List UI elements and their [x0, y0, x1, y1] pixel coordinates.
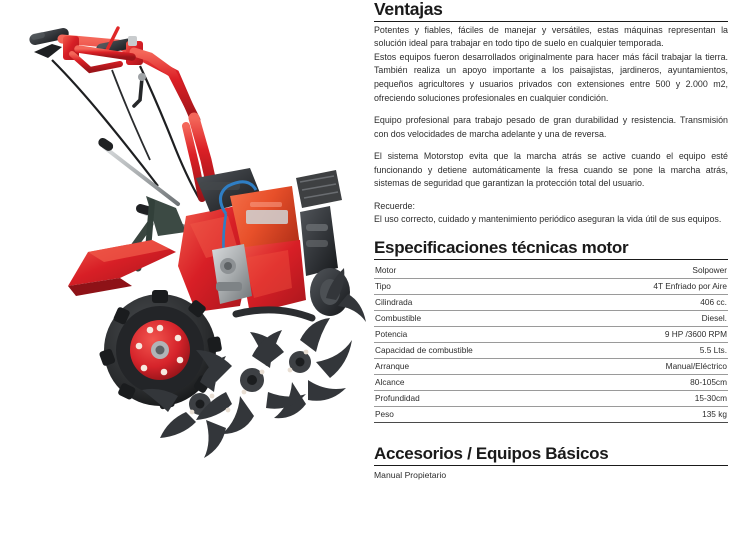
spec-value: 9 HP /3600 RPM [575, 326, 728, 342]
spec-row [374, 326, 728, 342]
spec-label: Profundidad [374, 390, 575, 406]
spec-row [374, 310, 728, 326]
spec-value: Manual/Eléctrico [575, 358, 728, 374]
accessories-list [374, 469, 728, 482]
control-cable-center [112, 70, 150, 160]
accessories-heading: Accesorios / Equipos Básicos [374, 445, 728, 466]
spec-row [374, 342, 728, 358]
specifications-table-body [374, 263, 728, 422]
spec-row [374, 263, 728, 278]
spec-value: 80-105cm [575, 374, 728, 390]
specifications-table [374, 263, 728, 422]
datasheet-content [374, 0, 728, 534]
spec-label: Combustible [374, 310, 575, 326]
spec-label: Capacidad de combustible [374, 342, 575, 358]
spec-row [374, 374, 728, 390]
spec-value: 406 cc. [575, 295, 728, 311]
plow-moldboard [68, 240, 176, 296]
spec-label: Tipo [374, 279, 575, 295]
advantages-paragraph-2: Estos equipos fueron desarrollados originalmente para hacer más fácil trabajar la tierra. También realiza un apoyo importante a los paisajistas, jardineros, ayuntamientos, pequeños agricultores y usuarios privados con extensiones entre 500 y 2.000 m2, ofreciendo soluciones profesionales en cualquier condición. [374, 51, 728, 103]
spec-label: Cilindrada [374, 295, 575, 311]
spec-value: 5.5 Lts. [575, 342, 728, 358]
spec-label: Motor [374, 263, 575, 278]
remember-label: Recuerde: [374, 200, 415, 211]
gear-shift-lever [134, 73, 146, 106]
tank-decal [246, 210, 288, 224]
advantages-heading: Ventajas [374, 0, 728, 22]
advantages-paragraph-4: El sistema Motorstop evita que la marcha atrás se active cuando el equipo esté funcionando y detiene automáticamente la fresa cuando se pone la marcha atrás, sistemas de seguridad que garantizan la protección total del usuario. [374, 151, 728, 189]
muffler [300, 206, 338, 276]
spec-row [374, 279, 728, 295]
spec-row [374, 358, 728, 374]
left-brake-lever [34, 44, 62, 58]
spec-value: 15-30cm [575, 390, 728, 406]
spec-label: Potencia [374, 326, 575, 342]
remember-text: El uso correcto, cuidado y mantenimiento periódico aseguran la vida útil de sus equipos. [374, 214, 722, 225]
spec-label: Arranque [374, 358, 575, 374]
spec-row [374, 390, 728, 406]
spec-value: 4T Enfriado por Aire [575, 279, 728, 295]
right-lever-cap [128, 36, 137, 46]
tine-shield [236, 310, 312, 318]
specifications-heading: Especificaciones técnicas motor [374, 239, 728, 260]
cooling-fins [296, 170, 342, 208]
spec-value: 135 kg [575, 406, 728, 422]
accessory-item: Manual Propietario [374, 469, 447, 480]
spec-label: Peso [374, 406, 575, 422]
spec-row [374, 295, 728, 311]
product-photo [0, 0, 370, 470]
spec-row [374, 406, 728, 422]
spec-value: Diesel. [575, 310, 728, 326]
spec-value: Solpower [575, 263, 728, 278]
tiller-illustration [0, 0, 370, 470]
advantages-paragraph-3: Equipo profesional para trabajo pesado de gran durabilidad y resistencia. Transmisión con dos velocidades de marcha adelante y una de reversa. [374, 115, 728, 139]
depth-adjust-rod [97, 136, 178, 204]
advantages-paragraph-1: Potentes y fiables, fáciles de manejar y versátiles, estas máquinas representan la solución ideal para trabajar en todo tipo de suelo en cualquier temporada. [374, 24, 728, 49]
spec-label: Alcance [374, 374, 575, 390]
